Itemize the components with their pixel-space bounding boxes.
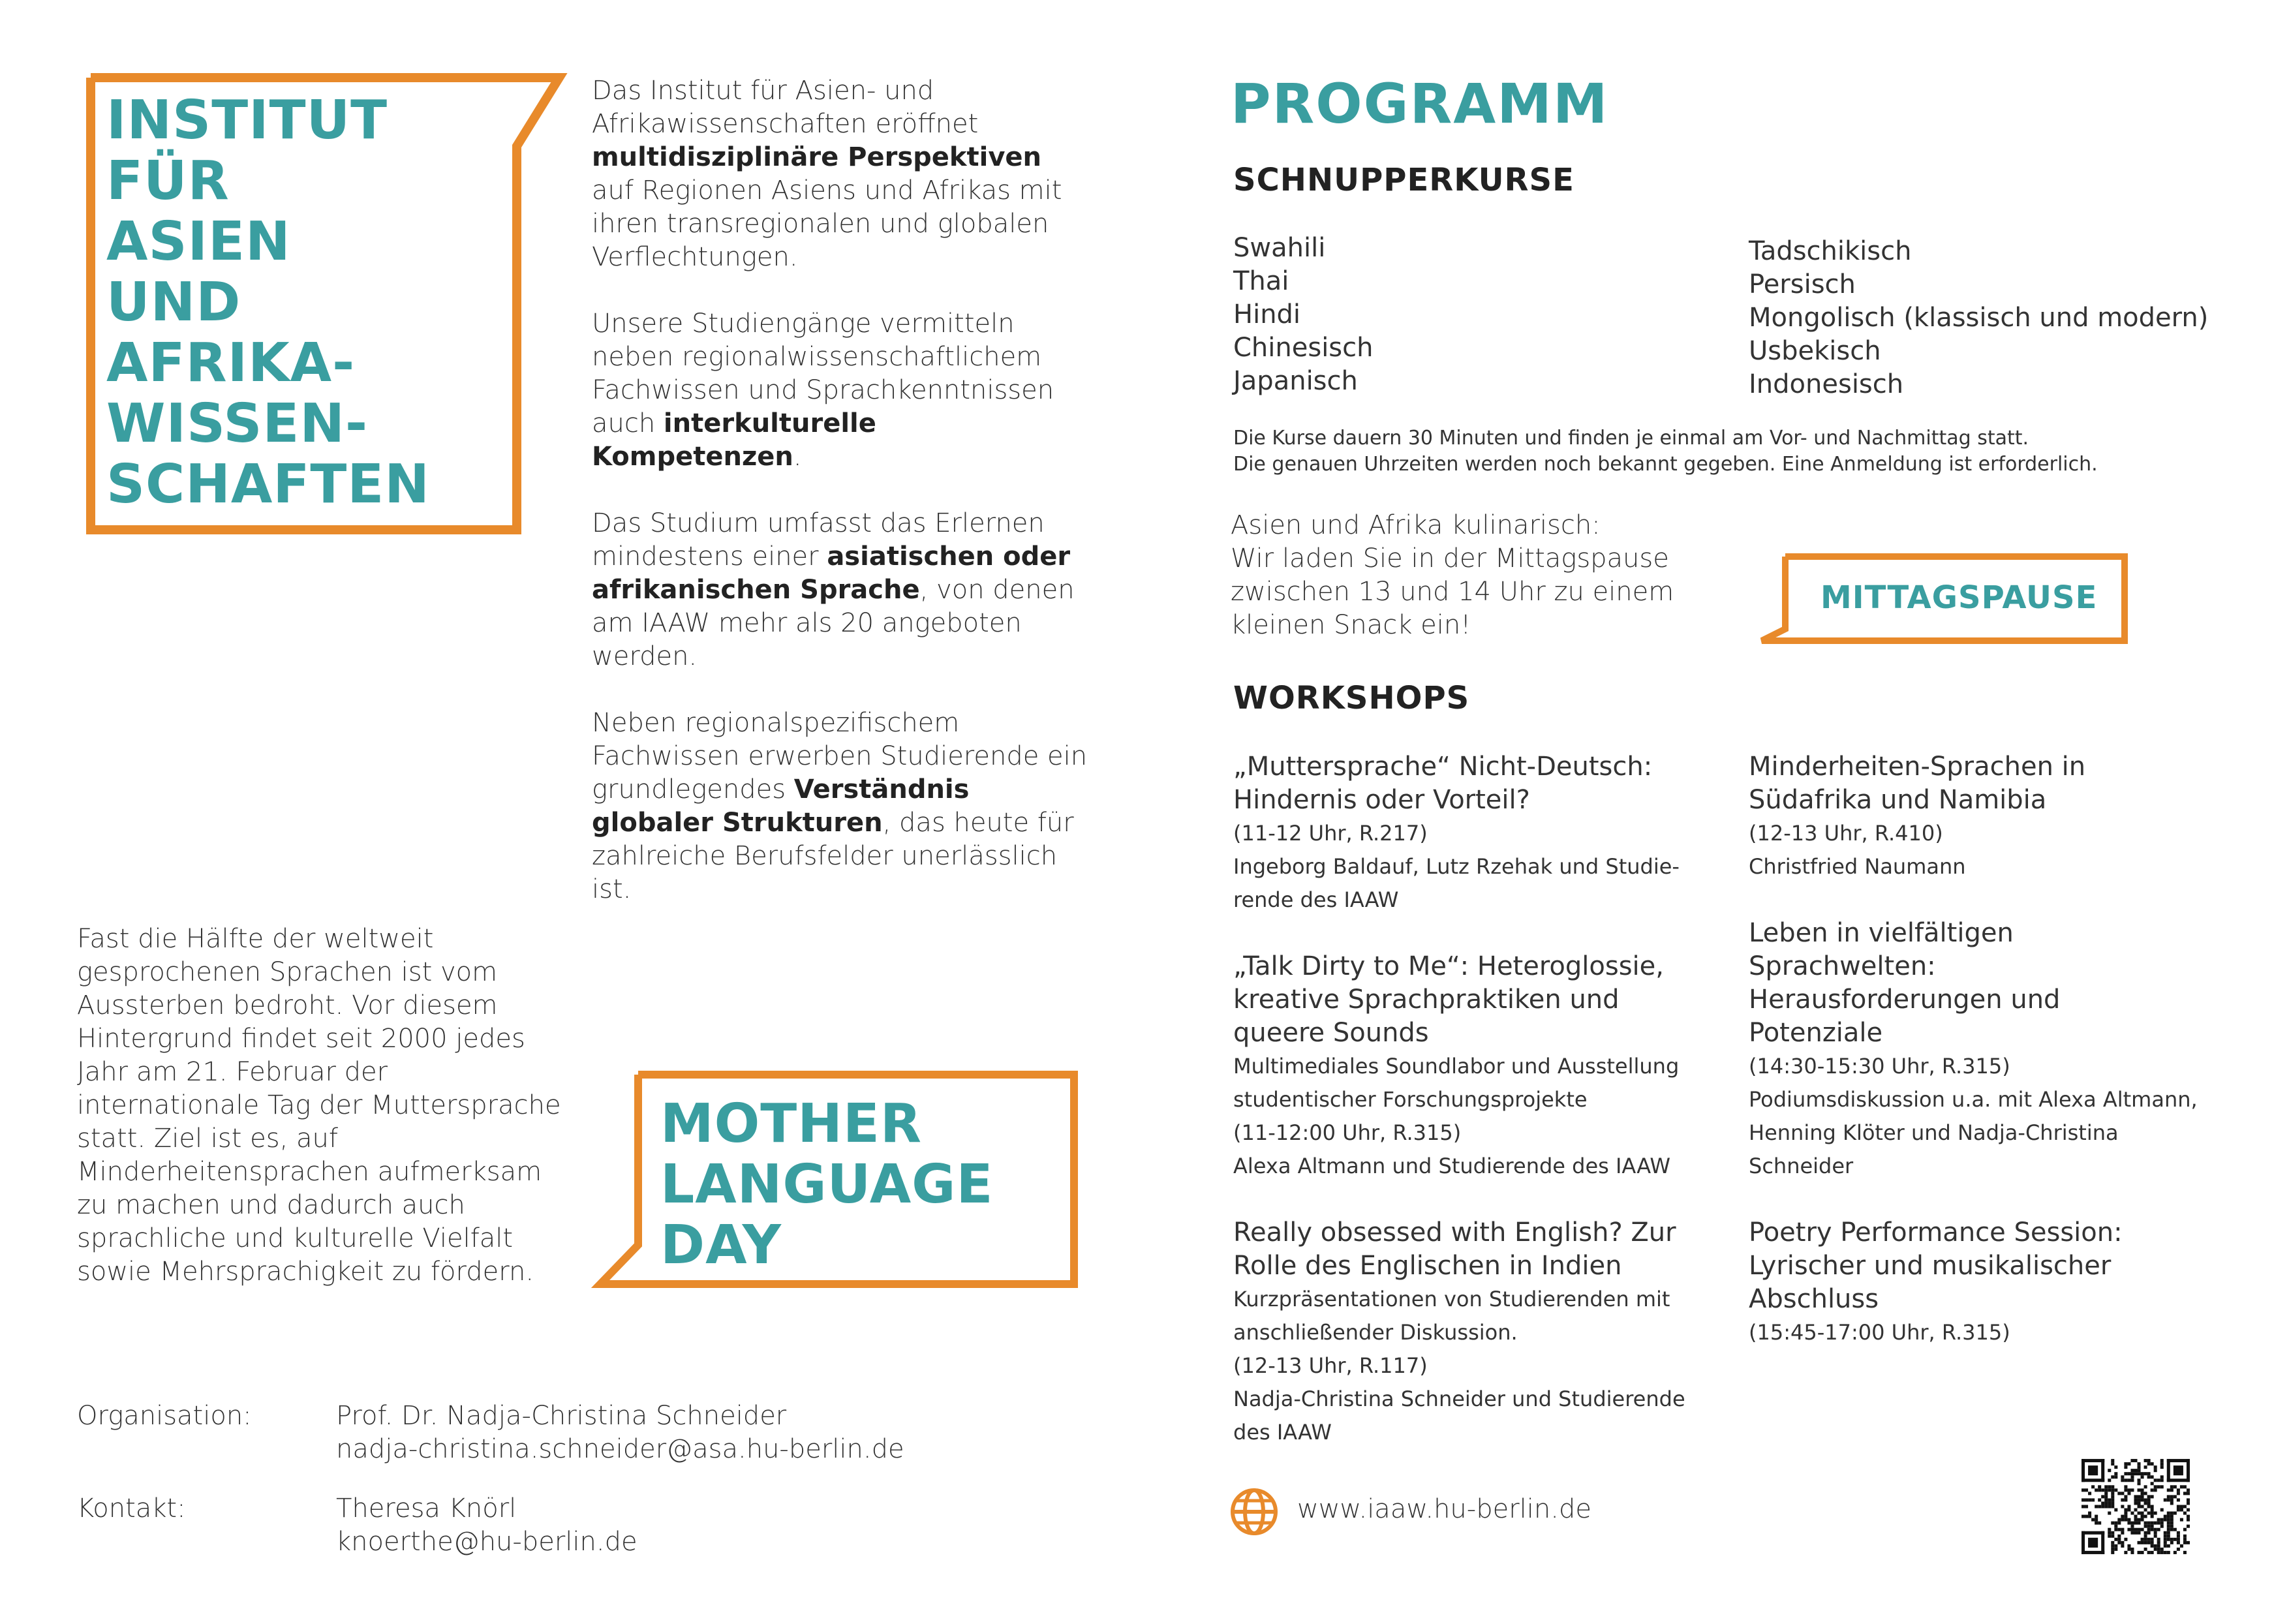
intro-paragraph (592, 307, 1088, 474)
course-note-line: Die Kurse dauern 30 Minuten und finden je einmal am Vor- und Nachmittag statt. (1233, 427, 2029, 450)
languages-list-right (1749, 235, 2258, 401)
lunch-line: kleinen Snack ein! (1231, 610, 1471, 640)
workshop-detail-line: (11-12:00 Uhr, R.315) (1233, 1120, 1462, 1145)
lunch-text (1231, 509, 1727, 642)
workshop-title-line: kreative Sprachpraktiken und (1233, 985, 1620, 1015)
mother-title-line: LANGUAGE (660, 1154, 994, 1216)
workshop-detail-line: des IAAW (1233, 1420, 1332, 1445)
workshop-detail-line: studentischer Forschungsprojekte (1233, 1087, 1588, 1112)
mother-language-title (660, 1094, 1078, 1276)
workshop-title-line: Hindernis oder Vorteil? (1233, 785, 1530, 815)
intro-text-run: Neben regionalspezifischem Fachwissen erwerben Studierende ein grundlegendes (592, 708, 1088, 804)
workshop-item (1749, 750, 2258, 883)
intro-paragraph (592, 707, 1088, 906)
mother-title-line: MOTHER (660, 1093, 923, 1155)
intro-paragraph (592, 507, 1088, 673)
website-link[interactable]: www.iaaw.hu-berlin.de (1297, 1494, 1591, 1524)
mother-title-line: DAY (660, 1214, 782, 1276)
schnupperkurse-heading: SCHNUPPERKURSE (1233, 162, 1575, 198)
workshop-detail-line: (11-12 Uhr, R.217) (1233, 821, 1428, 846)
workshop-detail-line: (12-13 Uhr, R.410) (1749, 821, 1943, 846)
course-note (1233, 425, 2251, 478)
workshop-title-line: Really obsessed with English? Zur (1233, 1218, 1676, 1248)
language-item: Tadschikisch (1749, 236, 1912, 266)
language-item: Persisch (1749, 269, 1856, 299)
workshop-title-line: Abschluss (1749, 1284, 1879, 1314)
mother-language-paragraph: Fast die Hälfte der weltweit gesprochenen Sprachen ist vom Aussterben bedroht. Vor diesem Hintergrund findet seit 2000 jedes Jahr am 21. Februar der internationale Tag der Muttersprache statt. Ziel ist es, auf Minderheitensprachen aufmerksam zu machen und dadurch auch sprachliche und kulturelle Vielfalt sowie Mehrsprachigkeit zu fördern. (77, 924, 561, 1287)
workshop-title-line: Rolle des Englischen in Indien (1233, 1251, 1622, 1281)
workshop-item (1233, 950, 1729, 1183)
contact-label: Kontakt: (77, 1494, 186, 1524)
workshop-title-line: Leben in vielfältigen (1749, 918, 2014, 948)
workshop-detail-line: Podiumsdiskussion u.a. mit Alexa Altmann, (1749, 1087, 2198, 1112)
workshop-detail-line: Schneider (1749, 1154, 1854, 1178)
workshop-title-line: Poetry Performance Session: (1749, 1218, 2123, 1248)
workshop-detail-line: Ingeborg Baldauf, Lutz Rzehak und Studie- (1233, 854, 1680, 879)
institute-title-line: ASIEN (106, 211, 291, 273)
workshop-detail-line: Kurzpräsentationen von Studierenden mit (1233, 1287, 1670, 1311)
workshop-detail-line: (14:30-15:30 Uhr, R.315) (1749, 1054, 2010, 1079)
workshop-detail-line: Multimediales Soundlabor und Ausstellung (1233, 1054, 1680, 1079)
workshop-detail-line: Henning Klöter und Nadja-Christina (1749, 1120, 2119, 1145)
intro-emphasis: Verständnis globaler Strukturen (592, 774, 970, 838)
language-item: Hindi (1233, 299, 1301, 329)
institute-title-line: AFRIKA- (106, 332, 356, 394)
organisation-label: Organisation: (77, 1401, 252, 1431)
workshop-detail-line: Nadja-Christina Schneider und Studierende (1233, 1387, 1685, 1411)
contact-block (336, 1492, 989, 1559)
workshop-detail-line: (12-13 Uhr, R.117) (1233, 1353, 1428, 1378)
workshop-item (1233, 750, 1729, 917)
institute-title-line: INSTITUT (106, 89, 388, 151)
language-item: Swahili (1233, 233, 1326, 263)
intro-text-run: , von denen am IAAW mehr als 20 angeboten werden. (592, 575, 1075, 671)
workshop-detail-line: Christfried Naumann (1749, 854, 1966, 879)
workshop-item (1233, 1216, 1729, 1449)
organisation-name: Prof. Dr. Nadja-Christina Schneider (336, 1401, 787, 1431)
workshop-title-line: Südafrika und Namibia (1749, 785, 2047, 815)
institute-title-line: UND (106, 271, 241, 333)
institute-title-line: FÜR (106, 150, 230, 212)
workshops-column-right (1749, 750, 2258, 1383)
contact-name: Theresa Knörl (336, 1494, 517, 1524)
intro-text-run: . (793, 442, 802, 472)
workshop-detail-line: Alexa Altmann und Studierende des IAAW (1233, 1154, 1670, 1178)
intro-emphasis: multidisziplinäre Perspektiven (592, 142, 1042, 172)
workshop-title-line: Potenziale (1749, 1018, 1883, 1048)
lunch-line: Asien und Afrika kulinarisch: (1231, 510, 1601, 540)
workshop-item (1749, 1216, 2258, 1349)
lunch-line: zwischen 13 und 14 Uhr zu einem (1231, 577, 1674, 607)
workshop-title-line: Minderheiten-Sprachen in (1749, 752, 2086, 782)
workshop-title-line: „Muttersprache“ Nicht-Deutsch: (1233, 752, 1653, 782)
language-item: Japanisch (1233, 366, 1358, 396)
organisation-block (336, 1400, 989, 1466)
intro-text-run: auf Regionen Asiens und Afrikas mit ihren transregionalen und globalen Verflechtungen. (592, 176, 1062, 272)
lunch-line: Wir laden Sie in der Mittagspause (1231, 544, 1669, 574)
intro-text-run: Unsere Studiengänge vermitteln neben regionalwissenschaftlichem Fachwissen und Sprachkenntnissen auch (592, 309, 1054, 438)
institute-title-line: SCHAFTEN (106, 453, 430, 515)
workshop-title-line: Sprachwelten: (1749, 951, 1936, 981)
intro-paragraph (592, 74, 1088, 274)
mittagspause-label: MITTAGSPAUSE (1820, 579, 2098, 616)
globe-icon (1229, 1486, 1280, 1537)
workshop-detail-line: (15:45-17:00 Uhr, R.315) (1749, 1320, 2010, 1345)
language-item: Indonesisch (1749, 369, 1904, 399)
workshops-column-left (1233, 750, 1729, 1482)
language-item: Thai (1233, 266, 1289, 296)
intro-text (592, 74, 1088, 906)
languages-list-left (1233, 232, 1690, 398)
intro-emphasis: asiatischen oder afrikanischen Sprache (592, 542, 1071, 605)
language-item: Mongolisch (klassisch und modern) (1749, 303, 2209, 333)
contact-email[interactable]: knoerthe@hu-berlin.de (336, 1527, 638, 1557)
intro-text-run: , das heute für zahlreiche Berufsfelder unerlässlich ist. (592, 808, 1074, 904)
workshop-title-line: Lyrischer und musikalischer (1749, 1251, 2112, 1281)
language-item: Chinesisch (1233, 333, 1374, 363)
workshop-detail-line: rende des IAAW (1233, 887, 1399, 912)
workshop-item (1749, 917, 2258, 1183)
intro-text-run: Das Studium umfasst das Erlernen mindestens einer (592, 508, 1045, 572)
workshop-title-line: Herausforderungen und (1749, 985, 2061, 1015)
programm-title: PROGRAMM (1231, 72, 1609, 136)
intro-text-run: Das Institut für Asien- und Afrikawissenschaften eröffnet (592, 76, 979, 139)
organisation-email[interactable]: nadja-christina.schneider@asa.hu-berlin.de (336, 1434, 904, 1464)
workshops-heading: WORKSHOPS (1233, 680, 1470, 716)
language-item: Usbekisch (1749, 336, 1881, 366)
intro-emphasis: interkulturelle Kompetenzen (592, 408, 876, 472)
qr-code[interactable] (2082, 1459, 2190, 1554)
workshop-title-line: „Talk Dirty to Me“: Heteroglossie, (1233, 951, 1664, 981)
workshop-title-line: queere Sounds (1233, 1018, 1429, 1048)
course-note-line: Die genauen Uhrzeiten werden noch bekannt gegeben. Eine Anmeldung ist erforderlich. (1233, 453, 2098, 476)
workshop-detail-line: anschließender Diskussion. (1233, 1320, 1518, 1345)
institute-title-line: WISSEN- (106, 393, 369, 455)
institute-title (106, 90, 446, 515)
